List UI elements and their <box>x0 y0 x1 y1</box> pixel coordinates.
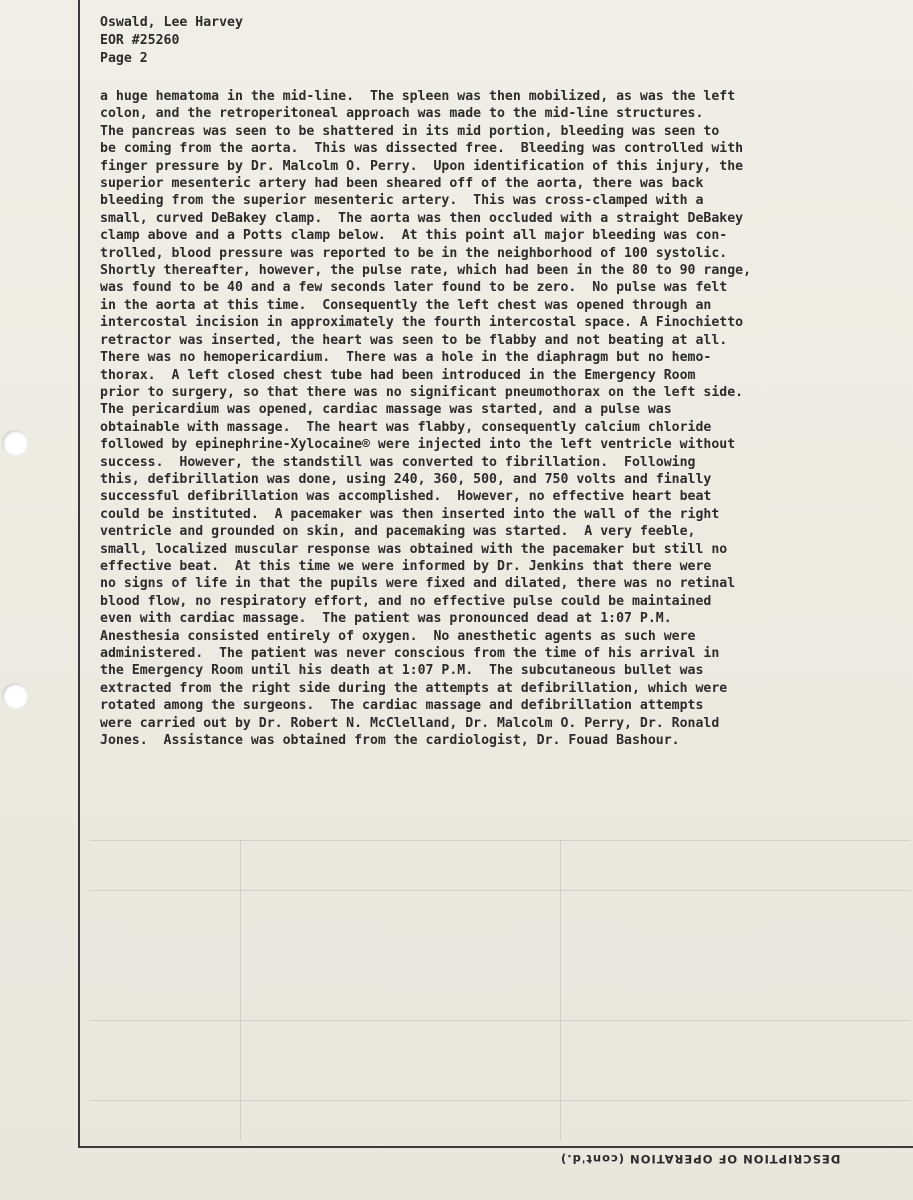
text-line: Shortly thereafter, however, the pulse rate, which had been in the 80 to 90 range, <box>100 263 752 279</box>
record-number: EOR #25260 <box>100 33 180 48</box>
text-line: The pancreas was seen to be shattered in its mid portion, bleeding was seen to <box>100 123 720 139</box>
text-line: extracted from the right side during the attempts at defibrillation, which were <box>100 680 728 696</box>
text-line: colon, and the retroperitoneal approach was made to the mid-line structures. <box>100 106 704 122</box>
text-line: was found to be 40 and a few seconds later found to be zero. No pulse was felt <box>100 280 728 296</box>
text-line: intercostal incision in approximately the fourth intercostal space. A Finochietto <box>100 315 744 331</box>
text-line: ventricle and grounded on skin, and pacemaking was started. A very feeble, <box>100 524 696 540</box>
bleed-through-line <box>90 890 910 891</box>
text-line: thorax. A left closed chest tube had been introduced in the Emergency Room <box>100 367 696 383</box>
text-line: blood flow, no respiratory effort, and no effective pulse could be maintained <box>100 593 712 609</box>
bleed-through-line <box>90 1100 910 1101</box>
bleed-through-line <box>240 840 241 1140</box>
text-line: small, curved DeBakey clamp. The aorta was then occluded with a straight DeBakey <box>100 210 744 226</box>
text-line: successful defibrillation was accomplished. However, no effective heart beat <box>100 489 712 505</box>
text-line: trolled, blood pressure was reported to be in the neighborhood of 100 systolic. <box>100 245 728 261</box>
punch-hole-upper <box>2 430 28 456</box>
punch-hole-lower <box>2 683 28 709</box>
text-line: effective beat. At this time we were informed by Dr. Jenkins that there were <box>100 558 712 574</box>
text-line: success. However, the standstill was converted to fibrillation. Following <box>100 454 696 470</box>
text-line: finger pressure by Dr. Malcolm O. Perry. Upon identification of this injury, the <box>100 158 744 174</box>
text-line: administered. The patient was never conscious from the time of his arrival in <box>100 646 720 661</box>
text-line: The pericardium was opened, cardiac massage was started, and a pulse was <box>100 402 672 418</box>
text-line: followed by epinephrine-Xylocaine® were injected into the left ventricle without <box>100 437 736 453</box>
bleed-through-line <box>560 840 561 1140</box>
text-line: a huge hematoma in the mid-line. The spleen was then mobilized, as was the left <box>100 89 736 104</box>
left-margin-rule <box>78 0 80 1148</box>
text-line: could be instituted. A pacemaker was then inserted into the wall of the right <box>100 506 720 522</box>
bleed-through-line <box>90 1020 910 1021</box>
text-line: Anesthesia consisted entirely of oxygen. No anesthetic agents as such were <box>100 628 696 644</box>
text-line: no signs of life in that the pupils were fixed and dilated, there was no retinal <box>100 576 736 592</box>
bottom-margin-rule <box>78 1146 913 1148</box>
operation-narrative <box>100 88 900 749</box>
patient-name: Oswald, Lee Harvey <box>100 15 243 30</box>
text-line: even with cardiac massage. The patient was pronounced dead at 1:07 P.M. <box>100 611 672 627</box>
text-line: prior to surgery, so that there was no significant pneumothorax on the left side. <box>100 384 744 400</box>
form-section-footer: DESCRIPTION OF OPERATION (cont'd.) <box>560 1152 841 1166</box>
text-line: in the aorta at this time. Consequently the left chest was opened through an <box>100 297 712 313</box>
text-line: small, localized muscular response was obtained with the pacemaker but still no <box>100 541 728 557</box>
text-line: retractor was inserted, the heart was seen to be flabby and not beating at all. <box>100 332 728 348</box>
text-line: rotated among the surgeons. The cardiac massage and defibrillation attempts <box>100 698 704 714</box>
text-line: clamp above and a Potts clamp below. At this point all major bleeding was con- <box>100 228 728 244</box>
text-line: were carried out by Dr. Robert N. McClelland, Dr. Malcolm O. Perry, Dr. Ronald <box>100 715 720 731</box>
text-line: this, defibrillation was done, using 240, 360, 500, and 750 volts and finally <box>100 471 712 487</box>
text-line: Jones. Assistance was obtained from the cardiologist, Dr. Fouad Bashour. <box>100 733 680 749</box>
text-line: There was no hemopericardium. There was a hole in the diaphragm but no hemo- <box>100 350 712 366</box>
bleed-through-line <box>90 840 910 841</box>
text-line: obtainable with massage. The heart was flabby, consequently calcium chloride <box>100 419 712 435</box>
text-line: superior mesenteric artery had been sheared off of the aorta, there was back <box>100 176 704 192</box>
text-line: bleeding from the superior mesenteric artery. This was cross-clamped with a <box>100 193 704 209</box>
text-line: the Emergency Room until his death at 1:07 P.M. The subcutaneous bullet was <box>100 663 704 679</box>
patient-header <box>100 14 243 68</box>
text-line: be coming from the aorta. This was dissected free. Bleeding was controlled with <box>100 141 744 157</box>
page-number: Page 2 <box>100 51 148 66</box>
